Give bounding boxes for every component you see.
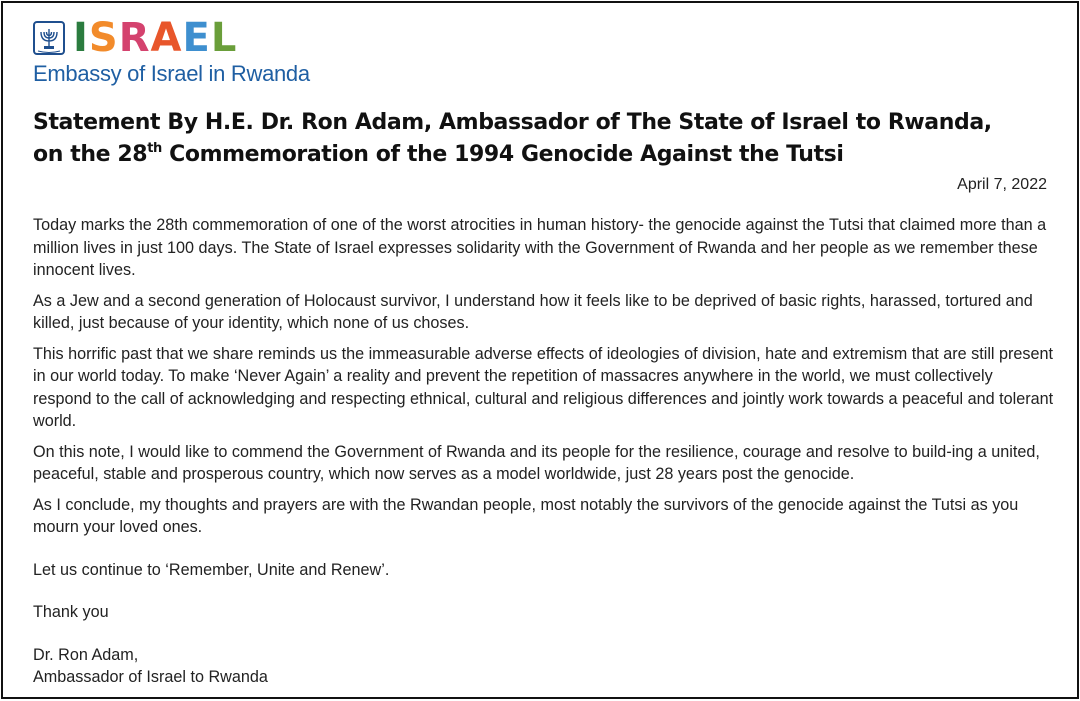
paragraph: On this note, I would like to commend the Government of Rwanda and its people for the resilience, courage and resolve to build-ing a united, peaceful, stable and prosperous country, which now serves as a model worldwide, just 28 years post the genocide. <box>33 442 1040 483</box>
wordmark-letter: R <box>118 15 151 61</box>
title-line-2-end: Commemoration of the 1994 Genocide Against the Tutsi <box>161 142 844 167</box>
menorah-emblem-icon <box>33 21 65 55</box>
wordmark-letter: S <box>88 15 119 61</box>
paragraph: As a Jew and a second generation of Holocaust survivor, I understand how it feels like to be deprived of basic rights, harassed, tortured and killed, just because of your identity, which none of us choses. <box>33 291 1033 332</box>
title-line-2 <box>33 139 1063 171</box>
closing-line: Let us continue to ‘Remember, Unite and Renew’. <box>33 560 390 579</box>
title-line-1: Statement By H.E. Dr. Ron Adam, Ambassador of The State of Israel to Rwanda, <box>33 110 992 135</box>
title-line-2-start: on the 28 <box>33 142 148 167</box>
wordmark-letter: I <box>73 15 89 61</box>
signature-title: Ambassador of Israel to Rwanda <box>33 668 268 686</box>
statement-body <box>33 214 1055 697</box>
ordinal-suffix: th <box>147 141 162 156</box>
wordmark-letter: L <box>210 15 238 61</box>
paragraph: This horrific past that we share reminds us the immeasurable adverse effects of ideologies of division, hate and extremism that are still present in our world today. To make ‘Never Again’ a reality and prevent the repetition of massacres anywhere in the world, we must collectively respond to the call of acknowledging and respecting ethnical, cultural and religious differences and jointly work towards a peaceful and tolerant world. <box>33 344 1054 430</box>
signature-name: Dr. Ron Adam, <box>33 645 139 664</box>
statement-page <box>1 1 1079 699</box>
embassy-name: Embassy of Israel in Rwanda <box>33 61 310 86</box>
paragraph: Today marks the 28th commemoration of one of the worst atrocities in human history- the genocide against the Tutsi that claimed more than a million lives in just 100 days. The State of Israel expresses solidarity with the Government of Rwanda and her people as we remember these innocent lives. <box>33 216 1047 279</box>
statement-title <box>33 107 1063 171</box>
wordmark-letter: E <box>182 15 211 61</box>
paragraph: As I conclude, my thoughts and prayers are with the Rwandan people, most notably the survivors of the genocide against the Tutsi as you mourn your loved ones. <box>33 495 1019 536</box>
statement-date: April 7, 2022 <box>957 176 1047 193</box>
israel-wordmark <box>73 15 238 61</box>
thank-you: Thank you <box>33 603 109 621</box>
wordmark-letter: A <box>150 15 183 61</box>
